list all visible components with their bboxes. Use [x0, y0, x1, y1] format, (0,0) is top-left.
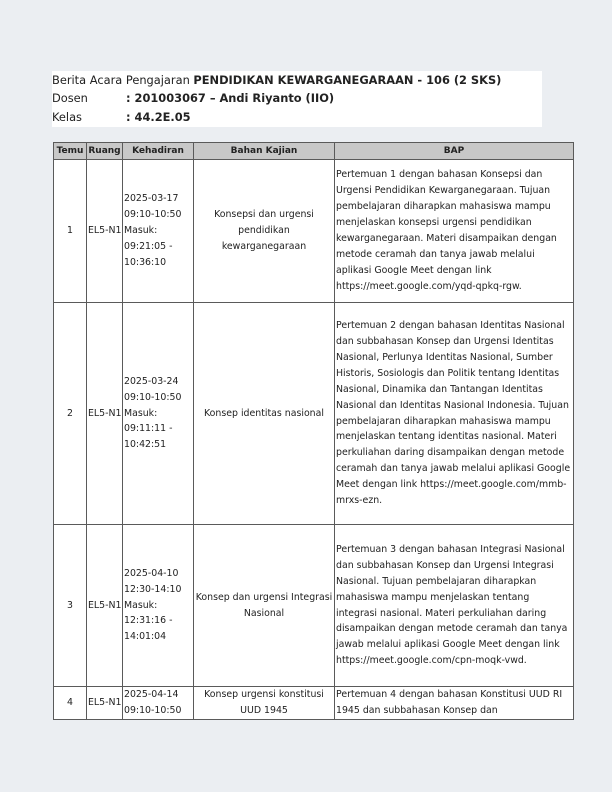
meeting-number: 4	[54, 687, 87, 720]
col-header-temu: Temu	[54, 143, 87, 160]
bap-cell: Pertemuan 1 dengan bahasan Konsepsi dan Urgensi Pendidikan Kewarganegaraan. Tujuan pembelajaran diharapkan mahasiswa mampu menjelaskan konsepsi urgensi pendidikan kewarganegaraan. Materi disampaikan dengan metode ceramah dan tanya jawab melalui aplikasi Google Meet dengan link https://meet.google.com/yqd-qpkq-rgw.	[335, 160, 574, 303]
page-bottom-margin	[0, 720, 612, 792]
meeting-number: 3	[54, 525, 87, 687]
room-cell: EL5-N1	[87, 303, 123, 525]
col-header-ruang: Ruang	[87, 143, 123, 160]
attendance-cell: 2025-03-24 09:10-10:50 Masuk: 09:11:11 - 10:42:51	[123, 303, 194, 525]
meeting-number: 2	[54, 303, 87, 525]
table-row	[54, 687, 574, 720]
table-row	[54, 160, 574, 303]
room-cell: EL5-N1	[87, 687, 123, 720]
col-header-bahan-kajian: Bahan Kajian	[194, 143, 335, 160]
bap-cell: Pertemuan 2 dengan bahasan Identitas Nasional dan subbahasan Konsep dan Urgensi Identitas Nasional, Perlunya Identitas Nasional, Sumber Historis, Sosiologis dan Politik tentang Identitas Nasional, Dinamika dan Tantangan Identitas Nasional dan Identitas Nasional Indonesia. Tujuan pembelajaran diharapkan mahasiswa mampu menjelaskan tentang identitas nasional. Materi perkuliahan daring disampaikan dengan metode ceramah dan tanya jawab melalui aplikasi Google Meet dengan link https://meet.google.com/mmb-mrxs-ezn.	[335, 303, 574, 525]
table-row	[54, 303, 574, 525]
topic-cell: Konsep identitas nasional	[194, 303, 335, 525]
table-row	[54, 525, 574, 687]
attendance-cell: 2025-03-17 09:10-10:50 Masuk: 09:21:05 - 10:36:10	[123, 160, 194, 303]
table-header-row	[54, 143, 574, 160]
class-label: Kelas	[52, 109, 82, 124]
meeting-number: 1	[54, 160, 87, 303]
bap-table	[53, 142, 574, 720]
topic-cell: Konsep dan urgensi Integrasi Nasional	[194, 525, 335, 687]
topic-cell: Konsep urgensi konstitusi UUD 1945	[194, 687, 335, 720]
room-cell: EL5-N1	[87, 160, 123, 303]
col-header-kehadiran: Kehadiran	[123, 143, 194, 160]
attendance-cell: 2025-04-10 12:30-14:10 Masuk: 12:31:16 - 14:01:04	[123, 525, 194, 687]
topic-cell: Konsepsi dan urgensi pendidikan kewarganegaraan	[194, 160, 335, 303]
bap-cell: Pertemuan 4 dengan bahasan Konstitusi UUD RI 1945 dan subbahasan Konsep dan	[335, 687, 574, 720]
lecturer-label: Dosen	[52, 91, 88, 106]
room-cell: EL5-N1	[87, 525, 123, 687]
class-row	[52, 108, 542, 126]
bap-cell: Pertemuan 3 dengan bahasan Integrasi Nasional dan subbahasan Konsep dan Urgensi Integrasi Nasional. Tujuan pembelajaran diharapkan mahasiswa mampu menjelaskan tentang integrasi nasional. Materi perkuliahan daring disampaikan dengan metode ceramah dan tanya jawab melalui aplikasi Google Meet dengan link https://meet.google.com/cpn-moqk-vwd.	[335, 525, 574, 687]
col-header-bap: BAP	[335, 143, 574, 160]
lecturer-row	[52, 89, 542, 107]
document-header	[52, 71, 542, 127]
lecturer-value: : 201003067 – Andi Riyanto (IIO)	[126, 91, 335, 106]
class-value: : 44.2E.05	[126, 109, 191, 124]
attendance-cell: 2025-04-14 09:10-10:50	[123, 687, 194, 720]
course-title: PENDIDIKAN KEWARGANEGARAAN - 106 (2 SKS)	[193, 73, 502, 87]
title-prefix: Berita Acara Pengajaran	[52, 73, 190, 87]
title-row	[52, 71, 542, 89]
